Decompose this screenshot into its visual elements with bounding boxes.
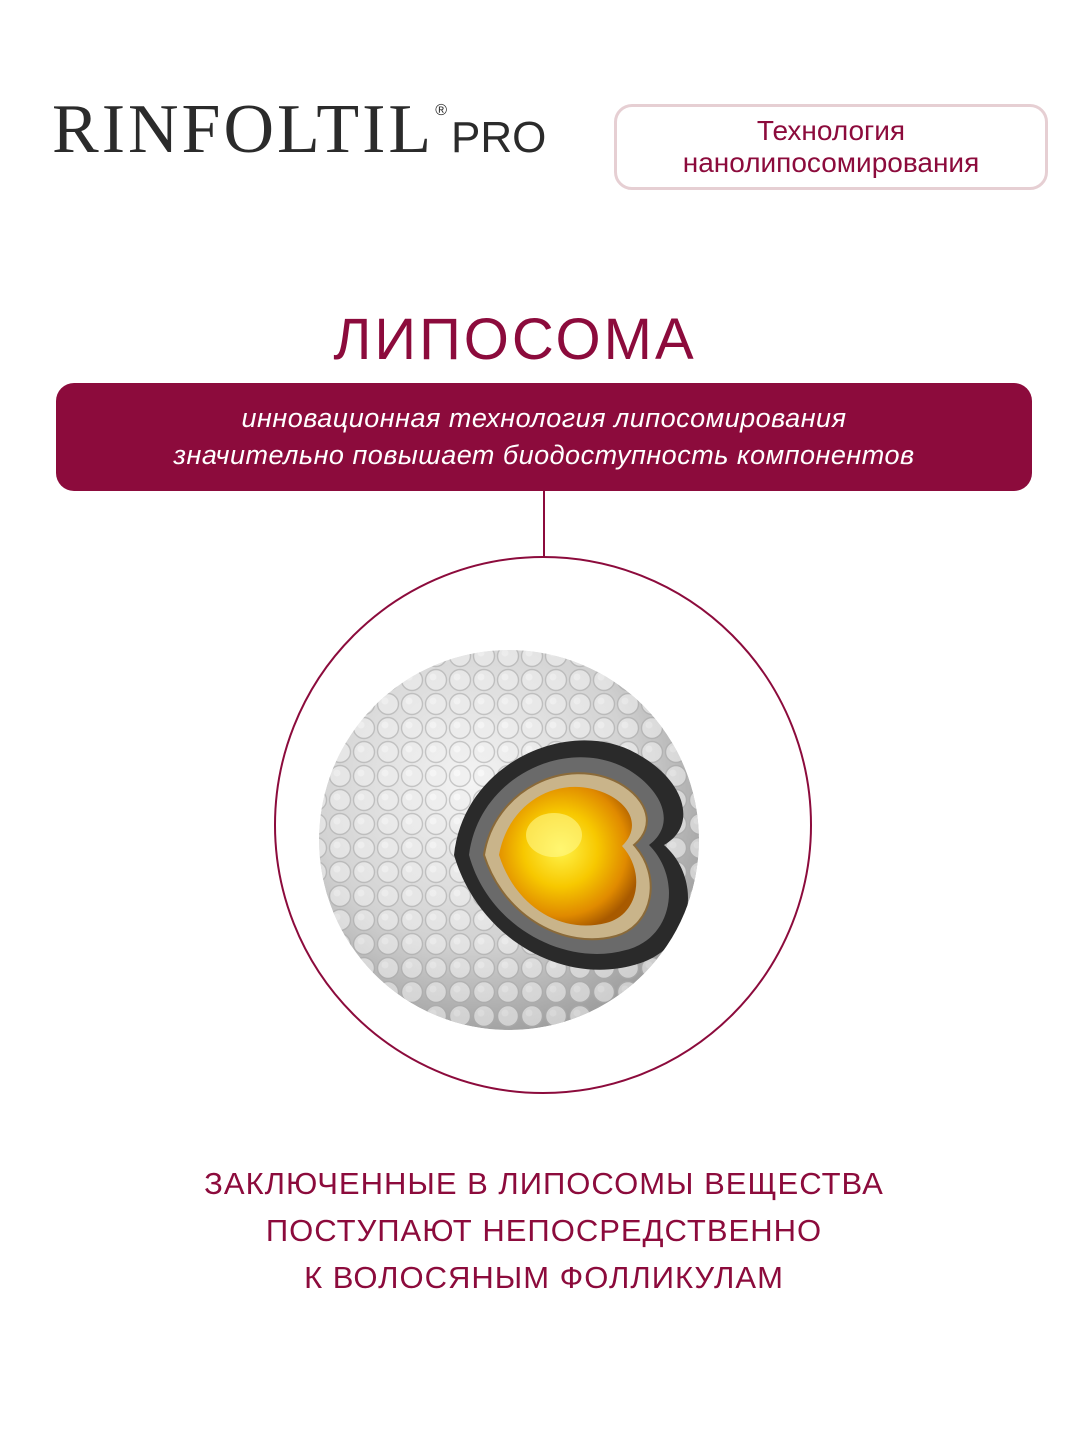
connector-line (543, 491, 545, 557)
badge-line-2: нанолипосомирования (682, 147, 980, 178)
banner-line-2: значительно повышает биодоступность компонентов (173, 440, 915, 470)
info-banner (56, 383, 1032, 491)
brand-logo (52, 92, 546, 168)
technology-badge (614, 104, 1048, 190)
caption-line-1: ЗАКЛЮЧЕННЫЕ В ЛИПОСОМЫ ВЕЩЕСТВА (204, 1166, 884, 1201)
caption (0, 1160, 1080, 1301)
page-title: ЛИПОСОМА (333, 307, 697, 372)
liposome-illustration (304, 620, 724, 1060)
caption-line-2: ПОСТУПАЮТ НЕПОСРЕДСТВЕННО (265, 1213, 823, 1248)
brand-name: RINFOLTIL (52, 91, 435, 168)
banner-line-1: инновационная технология липосомирования (241, 403, 847, 433)
caption-line-3: К ВОЛОСЯНЫМ ФОЛЛИКУЛАМ (304, 1260, 784, 1295)
brand-suffix: PRO (451, 113, 547, 162)
registered-mark: ® (435, 102, 447, 119)
badge-line-1: Технология (756, 115, 906, 146)
